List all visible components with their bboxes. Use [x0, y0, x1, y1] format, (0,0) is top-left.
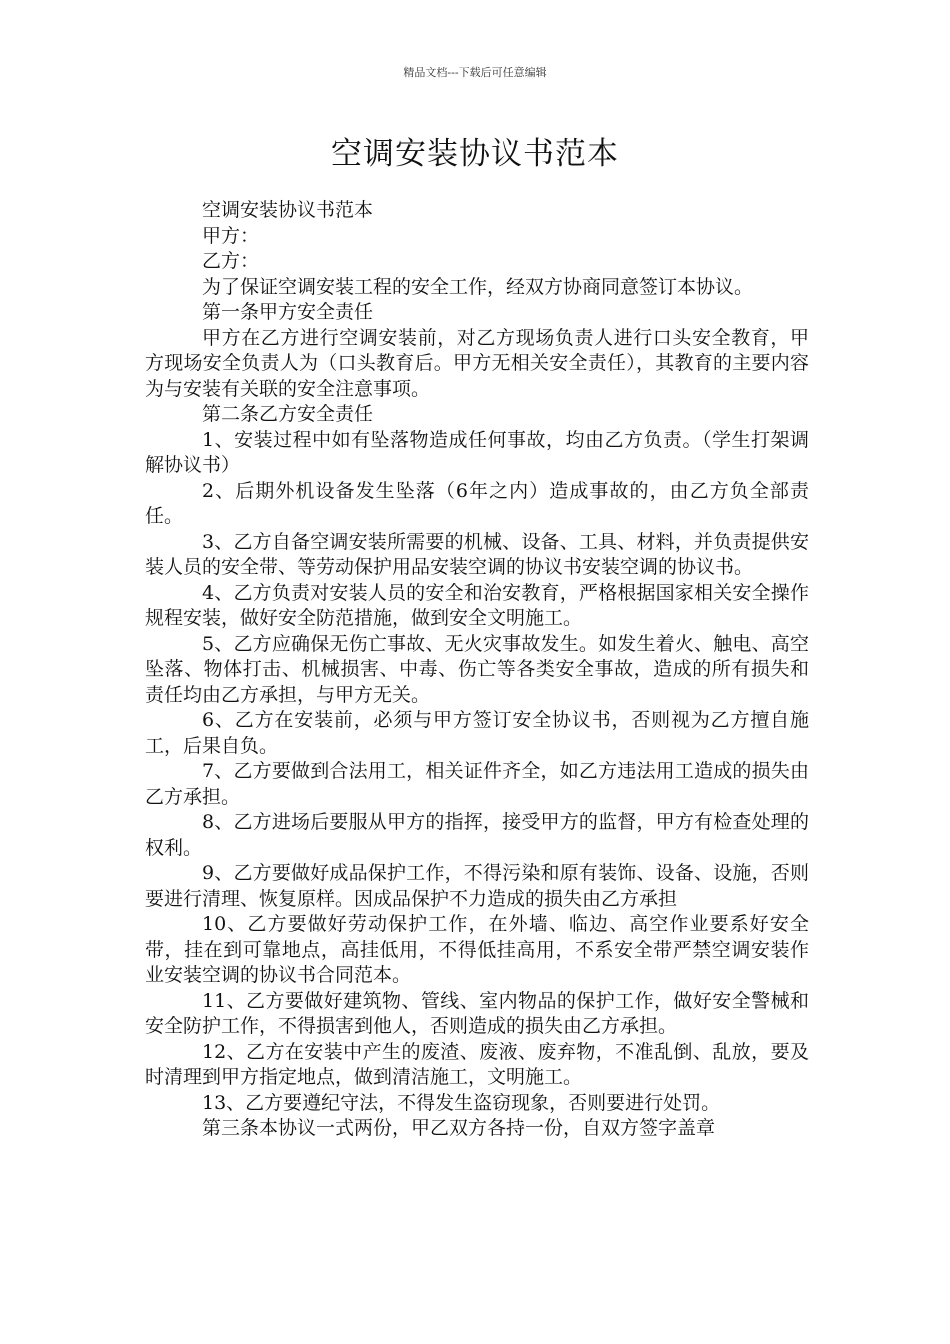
- clause-item: 5、乙方应确保无伤亡事故、无火灾事故发生。如发生着火、触电、高空坠落、物体打击、机械损害、中毒、伤亡等各类安全事故，造成的所有损失和责任均由乙方承担，与甲方无关。: [145, 632, 809, 706]
- clause-item: 2、后期外机设备发生坠落（6年之内）造成事故的，由乙方负全部责任。: [145, 479, 809, 527]
- paragraph: 甲方：: [202, 224, 260, 247]
- clause-item: 13、乙方要遵纪守法，不得发生盗窃现象，否则要进行处罚。: [202, 1091, 721, 1114]
- section-heading: 第一条甲方安全责任: [202, 301, 374, 323]
- section-heading: 第三条本协议一式两份，甲乙双方各持一份，自双方签字盖章: [202, 1117, 716, 1139]
- clause-item: 12、乙方在安装中产生的废渣、废液、废弃物，不准乱倒、乱放，要及时清理到甲方指定地点，做到清洁施工，文明施工。: [145, 1040, 809, 1088]
- clause-item: 11、乙方要做好建筑物、管线、室内物品的保护工作，做好安全警械和安全防护工作，不得损害到他人，否则造成的损失由乙方承担。: [145, 989, 809, 1037]
- clause-item: 8、乙方进场后要服从甲方的指挥，接受甲方的监督，甲方有检查处理的权利。: [145, 811, 809, 859]
- paragraph: 乙方：: [202, 250, 260, 272]
- paragraph: 空调安装协议书范本: [202, 199, 374, 221]
- clause-item: 1、安装过程中如有坠落物造成任何事故，均由乙方负责。（学生打架调解协议书）: [145, 428, 809, 476]
- clause-item: 7、乙方要做到合法用工，相关证件齐全，如乙方违法用工造成的损失由乙方承担。: [145, 760, 809, 808]
- document-body: [145, 198, 809, 1142]
- clause-item: 3、乙方自备空调安装所需要的机械、设备、工具、材料，并负责提供安装人员的安全带、等劳动保护用品安装空调的协议书安装空调的协议书。: [145, 530, 809, 578]
- clause-item: 4、乙方负责对安装人员的安全和治安教育，严格根据国家相关安全操作规程安装，做好安全防范措施，做到安全文明施工。: [145, 581, 809, 629]
- clause-item: 6、乙方在安装前，必须与甲方签订安全协议书，否则视为乙方擅自施工，后果自负。: [145, 709, 809, 757]
- paragraph: 甲方在乙方进行空调安装前，对乙方现场负责人进行口头安全教育，甲方现场安全负责人为（口头教育后。甲方无相关安全责任），其教育的主要内容为与安装有关联的安全注意事项。: [145, 326, 809, 400]
- clause-item: 9、乙方要做好成品保护工作，不得污染和原有装饰、设备、设施，否则要进行清理、恢复原样。因成品保护不力造成的损失由乙方承担: [145, 862, 809, 910]
- paragraph: 为了保证空调安装工程的安全工作，经双方协商同意签订本协议。: [202, 275, 754, 298]
- document-title: 空调安装协议书范本: [331, 136, 619, 172]
- page-header: 精品文档---下载后可任意编辑: [403, 66, 547, 79]
- clause-item: 10、乙方要做好劳动保护工作，在外墙、临边、高空作业要系好安全带，挂在到可靠地点，高挂低用，不得低挂高用，不系安全带严禁空调安装作业安装空调的协议书合同范本。: [145, 913, 809, 986]
- section-heading: 第二条乙方安全责任: [202, 403, 374, 425]
